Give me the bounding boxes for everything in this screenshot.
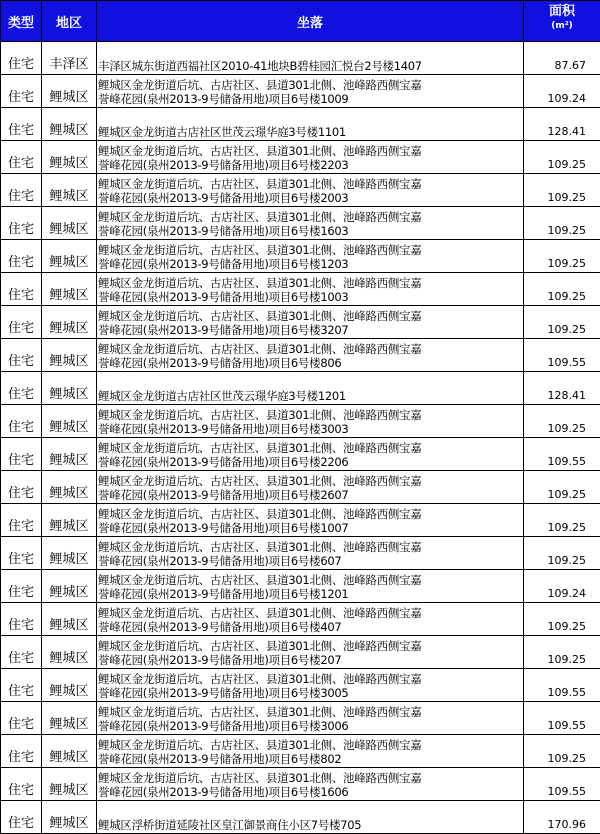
cell-area: 109.25 — [524, 471, 600, 504]
table-row — [1, 108, 600, 141]
address-line: 誉峰花园(泉州2013-9号储备用地)项目6号楼1007 — [98, 521, 523, 535]
address-line: 誉峰花园(泉州2013-9号储备用地)项目6号楼207 — [98, 653, 523, 667]
cell-type: 住宅 — [1, 306, 42, 339]
header-type: 类型 — [1, 1, 42, 42]
cell-area: 109.24 — [524, 75, 600, 108]
cell-type: 住宅 — [1, 438, 42, 471]
table-row — [1, 735, 600, 768]
cell-address — [97, 207, 524, 240]
table-row — [1, 42, 600, 75]
cell-address — [97, 108, 524, 141]
table-row — [1, 405, 600, 438]
cell-area: 128.41 — [524, 108, 600, 141]
cell-district: 鲤城区 — [42, 339, 97, 372]
address-line: 鲤城区金龙街道后坑、古店社区、县道301北侧、池峰路西侧宝嘉 — [98, 573, 523, 587]
address-line: 鲤城区金龙街道后坑、古店社区、县道301北侧、池峰路西侧宝嘉 — [98, 78, 523, 92]
cell-district: 鲤城区 — [42, 768, 97, 801]
cell-area: 109.25 — [524, 735, 600, 768]
table-row — [1, 801, 600, 834]
table-row — [1, 339, 600, 372]
address-line: 鲤城区金龙街道后坑、古店社区、县道301北侧、池峰路西侧宝嘉 — [98, 705, 523, 719]
cell-area: 109.24 — [524, 570, 600, 603]
cell-district: 鲤城区 — [42, 504, 97, 537]
cell-district: 鲤城区 — [42, 240, 97, 273]
address-line: 鲤城区金龙街道后坑、古店社区、县道301北侧、池峰路西侧宝嘉 — [98, 177, 523, 191]
cell-type: 住宅 — [1, 768, 42, 801]
cell-type: 住宅 — [1, 405, 42, 438]
cell-type: 住宅 — [1, 603, 42, 636]
cell-type: 住宅 — [1, 174, 42, 207]
address-line: 鲤城区金龙街道后坑、古店社区、县道301北侧、池峰路西侧宝嘉 — [98, 441, 523, 455]
address-line: 誉峰花园(泉州2013-9号储备用地)项目6号楼1203 — [98, 257, 523, 271]
address-line: 鲤城区金龙街道后坑、古店社区、县道301北侧、池峰路西侧宝嘉 — [98, 342, 523, 356]
cell-type: 住宅 — [1, 339, 42, 372]
address-line: 鲤城区金龙街道后坑、古店社区、县道301北侧、池峰路西侧宝嘉 — [98, 507, 523, 521]
cell-area: 109.25 — [524, 273, 600, 306]
table-row — [1, 636, 600, 669]
address-line: 鲤城区金龙街道后坑、古店社区、县道301北侧、池峰路西侧宝嘉 — [98, 309, 523, 323]
cell-type: 住宅 — [1, 570, 42, 603]
table-row — [1, 174, 600, 207]
cell-area: 109.25 — [524, 603, 600, 636]
cell-address — [97, 537, 524, 570]
cell-type: 住宅 — [1, 207, 42, 240]
cell-district: 鲤城区 — [42, 636, 97, 669]
cell-type: 住宅 — [1, 141, 42, 174]
address-line: 誉峰花园(泉州2013-9号储备用地)项目6号楼1009 — [98, 92, 523, 106]
cell-area: 109.55 — [524, 438, 600, 471]
address-line: 鲤城区金龙街道后坑、古店社区、县道301北侧、池峰路西侧宝嘉 — [98, 540, 523, 554]
cell-area: 109.25 — [524, 537, 600, 570]
cell-type: 住宅 — [1, 735, 42, 768]
address-line: 誉峰花园(泉州2013-9号储备用地)项目6号楼1201 — [98, 587, 523, 601]
address-line: 誉峰花园(泉州2013-9号储备用地)项目6号楼3207 — [98, 323, 523, 337]
table-row — [1, 141, 600, 174]
address-line: 誉峰花园(泉州2013-9号储备用地)项目6号楼1603 — [98, 224, 523, 238]
cell-address — [97, 570, 524, 603]
cell-address — [97, 306, 524, 339]
cell-district: 鲤城区 — [42, 570, 97, 603]
address-line: 誉峰花园(泉州2013-9号储备用地)项目6号楼802 — [98, 752, 523, 766]
address-line: 鲤城区金龙街道后坑、古店社区、县道301北侧、池峰路西侧宝嘉 — [98, 672, 523, 686]
cell-type: 住宅 — [1, 372, 42, 405]
address-line: 鲤城区金龙街道后坑、古店社区、县道301北侧、池峰路西侧宝嘉 — [98, 771, 523, 785]
cell-address — [97, 42, 524, 75]
cell-address — [97, 405, 524, 438]
table-body — [1, 42, 600, 834]
table-row — [1, 273, 600, 306]
cell-address — [97, 669, 524, 702]
table-row — [1, 669, 600, 702]
address-line: 丰泽区城东街道西福社区2010-41地块B碧桂园汇悦台2号楼1407 — [98, 59, 523, 73]
cell-type: 住宅 — [1, 42, 42, 75]
address-line: 誉峰花园(泉州2013-9号储备用地)项目6号楼2206 — [98, 455, 523, 469]
address-line: 鲤城区金龙街道古店社区世茂云璟华庭3号楼1101 — [98, 125, 523, 139]
address-line: 誉峰花园(泉州2013-9号储备用地)项目6号楼1606 — [98, 785, 523, 799]
address-line: 鲤城区金龙街道后坑、古店社区、县道301北侧、池峰路西侧宝嘉 — [98, 474, 523, 488]
cell-area: 109.55 — [524, 702, 600, 735]
cell-district: 鲤城区 — [42, 801, 97, 834]
header-district: 地区 — [42, 1, 97, 42]
table-row — [1, 768, 600, 801]
cell-district: 鲤城区 — [42, 735, 97, 768]
cell-district: 鲤城区 — [42, 141, 97, 174]
cell-address — [97, 75, 524, 108]
table-row — [1, 537, 600, 570]
address-line: 誉峰花园(泉州2013-9号储备用地)项目6号楼607 — [98, 554, 523, 568]
cell-district: 丰泽区 — [42, 42, 97, 75]
table-row — [1, 702, 600, 735]
address-line: 鲤城区金龙街道古店社区世茂云璟华庭3号楼1201 — [98, 389, 523, 403]
address-line: 誉峰花园(泉州2013-9号储备用地)项目6号楼1003 — [98, 290, 523, 304]
cell-area: 109.25 — [524, 504, 600, 537]
cell-district: 鲤城区 — [42, 75, 97, 108]
cell-type: 住宅 — [1, 471, 42, 504]
cell-address — [97, 438, 524, 471]
address-line: 誉峰花园(泉州2013-9号储备用地)项目6号楼2003 — [98, 191, 523, 205]
cell-type: 住宅 — [1, 801, 42, 834]
table-row — [1, 207, 600, 240]
table-row — [1, 438, 600, 471]
cell-area: 109.55 — [524, 768, 600, 801]
cell-area: 109.25 — [524, 207, 600, 240]
cell-type: 住宅 — [1, 108, 42, 141]
address-line: 鲤城区金龙街道后坑、古店社区、县道301北侧、池峰路西侧宝嘉 — [98, 738, 523, 752]
address-line: 鲤城区浮桥街道延陵社区皇江御景商住小区7号楼705 — [98, 818, 523, 832]
cell-district: 鲤城区 — [42, 702, 97, 735]
header-row — [1, 1, 600, 42]
address-line: 誉峰花园(泉州2013-9号储备用地)项目6号楼3003 — [98, 422, 523, 436]
cell-type: 住宅 — [1, 636, 42, 669]
cell-district: 鲤城区 — [42, 603, 97, 636]
address-line: 鲤城区金龙街道后坑、古店社区、县道301北侧、池峰路西侧宝嘉 — [98, 276, 523, 290]
header-area-unit: (m²) — [524, 19, 600, 33]
address-line: 鲤城区金龙街道后坑、古店社区、县道301北侧、池峰路西侧宝嘉 — [98, 210, 523, 224]
table-row — [1, 240, 600, 273]
table-row — [1, 75, 600, 108]
cell-area: 109.55 — [524, 339, 600, 372]
cell-address — [97, 273, 524, 306]
cell-address — [97, 801, 524, 834]
header-area — [524, 1, 600, 42]
cell-address — [97, 735, 524, 768]
address-line: 誉峰花园(泉州2013-9号储备用地)项目6号楼2607 — [98, 488, 523, 502]
cell-district: 鲤城区 — [42, 372, 97, 405]
header-address: 坐落 — [97, 1, 524, 42]
cell-district: 鲤城区 — [42, 207, 97, 240]
cell-area: 109.25 — [524, 174, 600, 207]
cell-type: 住宅 — [1, 504, 42, 537]
table-row — [1, 504, 600, 537]
cell-type: 住宅 — [1, 702, 42, 735]
address-line: 誉峰花园(泉州2013-9号储备用地)项目6号楼806 — [98, 356, 523, 370]
cell-address — [97, 702, 524, 735]
address-line: 鲤城区金龙街道后坑、古店社区、县道301北侧、池峰路西侧宝嘉 — [98, 606, 523, 620]
cell-area: 170.96 — [524, 801, 600, 834]
cell-area: 109.25 — [524, 306, 600, 339]
table-row — [1, 570, 600, 603]
cell-address — [97, 372, 524, 405]
cell-address — [97, 141, 524, 174]
cell-area: 109.25 — [524, 405, 600, 438]
cell-district: 鲤城区 — [42, 405, 97, 438]
address-line: 鲤城区金龙街道后坑、古店社区、县道301北侧、池峰路西侧宝嘉 — [98, 144, 523, 158]
cell-district: 鲤城区 — [42, 108, 97, 141]
cell-type: 住宅 — [1, 75, 42, 108]
cell-area: 109.25 — [524, 141, 600, 174]
cell-area: 128.41 — [524, 372, 600, 405]
cell-address — [97, 339, 524, 372]
cell-type: 住宅 — [1, 240, 42, 273]
cell-type: 住宅 — [1, 669, 42, 702]
address-line: 鲤城区金龙街道后坑、古店社区、县道301北侧、池峰路西侧宝嘉 — [98, 243, 523, 257]
cell-district: 鲤城区 — [42, 471, 97, 504]
cell-type: 住宅 — [1, 273, 42, 306]
address-line: 鲤城区金龙街道后坑、古店社区、县道301北侧、池峰路西侧宝嘉 — [98, 639, 523, 653]
cell-type: 住宅 — [1, 537, 42, 570]
table-row — [1, 372, 600, 405]
cell-district: 鲤城区 — [42, 537, 97, 570]
table-row — [1, 603, 600, 636]
cell-area: 109.25 — [524, 240, 600, 273]
cell-area: 109.25 — [524, 636, 600, 669]
address-line: 鲤城区金龙街道后坑、古店社区、县道301北侧、池峰路西侧宝嘉 — [98, 408, 523, 422]
address-line: 誉峰花园(泉州2013-9号储备用地)项目6号楼3005 — [98, 686, 523, 700]
cell-district: 鲤城区 — [42, 174, 97, 207]
table-row — [1, 471, 600, 504]
cell-address — [97, 504, 524, 537]
header-area-label: 面积 — [549, 4, 575, 19]
table-row — [1, 306, 600, 339]
cell-district: 鲤城区 — [42, 306, 97, 339]
cell-district: 鲤城区 — [42, 273, 97, 306]
address-line: 誉峰花园(泉州2013-9号储备用地)项目6号楼2203 — [98, 158, 523, 172]
cell-district: 鲤城区 — [42, 669, 97, 702]
cell-address — [97, 174, 524, 207]
cell-address — [97, 603, 524, 636]
cell-area: 109.55 — [524, 669, 600, 702]
cell-address — [97, 240, 524, 273]
cell-address — [97, 636, 524, 669]
cell-area: 87.67 — [524, 42, 600, 75]
cell-address — [97, 471, 524, 504]
cell-address — [97, 768, 524, 801]
cell-district: 鲤城区 — [42, 438, 97, 471]
address-line: 誉峰花园(泉州2013-9号储备用地)项目6号楼407 — [98, 620, 523, 634]
address-line: 誉峰花园(泉州2013-9号储备用地)项目6号楼3006 — [98, 719, 523, 733]
